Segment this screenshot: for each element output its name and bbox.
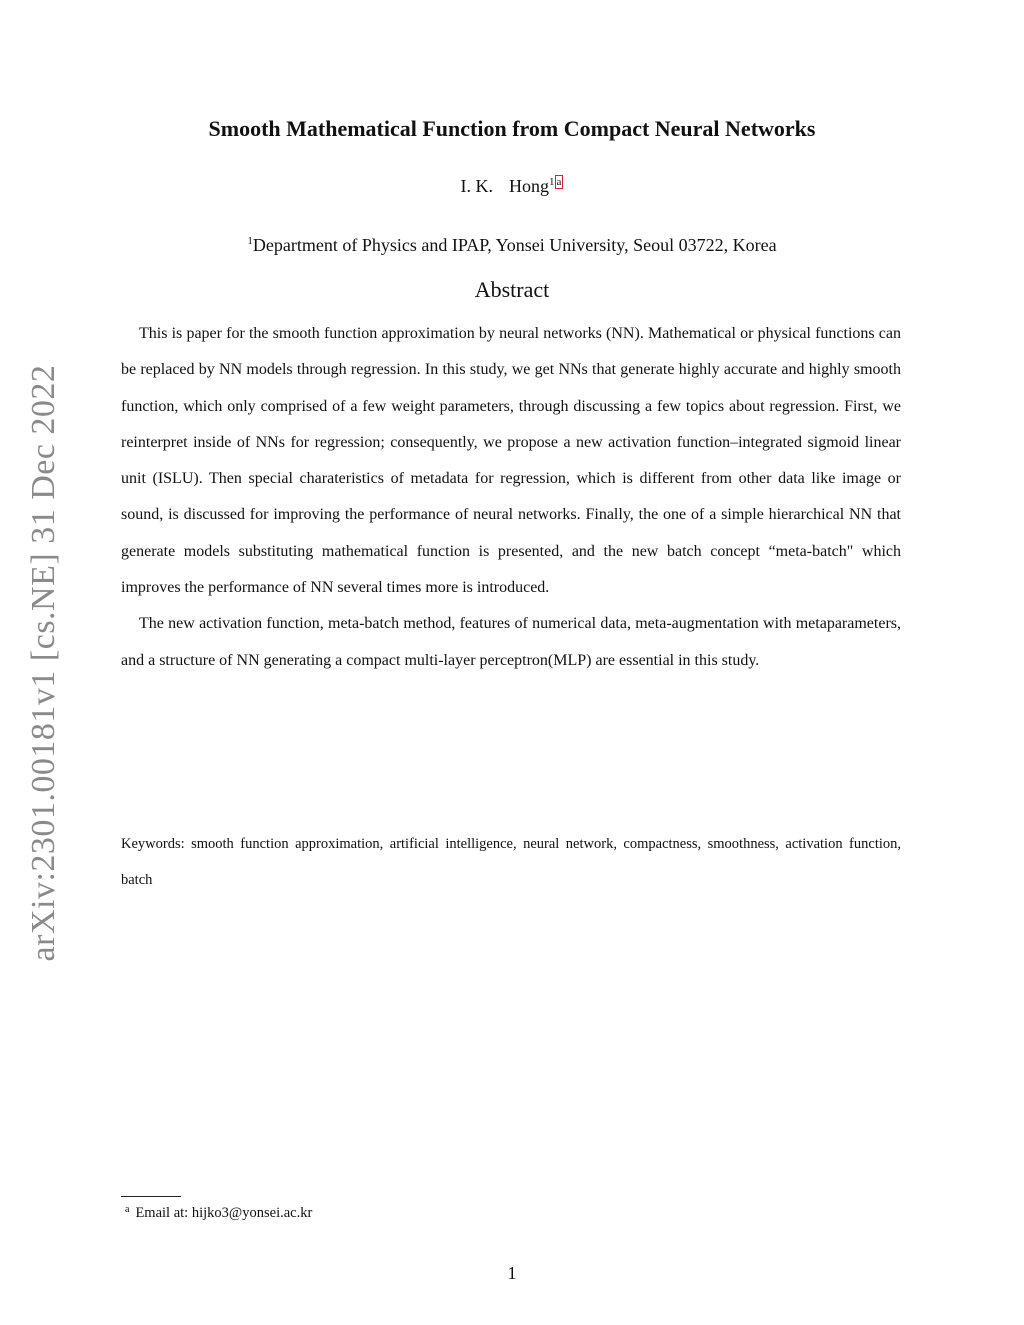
abstract-paragraph: The new activation function, meta-batch method, features of numerical data, meta-augmentation with metaparameters, and a structure of NN generating a compact multi-layer perceptron(MLP) are essential in this study. <box>121 615 901 669</box>
author-initials: I. K. <box>460 176 494 196</box>
affiliation-text: Department of Physics and IPAP, Yonsei University, Seoul 03722, Korea <box>252 235 777 255</box>
footnote-text: Email at: hijko3@yonsei.ac.kr <box>135 1205 313 1221</box>
author-line <box>0 175 1024 197</box>
footnote-mark: a <box>125 1204 130 1215</box>
abstract-paragraph: This is paper for the smooth function approximation by neural networks (NN). Mathematical or physical functions can be replaced by NN models through regression. In this study, we get NNs that generate highly accurate and highly smooth function, which only comprised of a few weight parameters, through discussing a few topics about regression. First, we reinterpret inside of NNs for regression; consequently, we propose a new activation function–integrated sigmoid linear unit (ISLU). Then special charateristics of metadata for regression, which is different from other data like image or sound, is discussed for improving the performance of neural networks. Finally, the one of a simple hierarchical NN that generate models substituting mathematical function is presented, and the new batch concept “meta-batch" which improves the performance of NN several times more is introduced. <box>121 325 901 597</box>
author-affiliation-mark: 1 <box>549 176 555 188</box>
keywords: Keywords: smooth function approximation, artificial intelligence, neural network, compactness, smoothness, activation function, batch <box>121 836 901 888</box>
abstract-body <box>121 316 901 679</box>
arxiv-side-stamp: arXiv:2301.00181v1 [cs.NE] 31 Dec 2022 <box>25 364 62 962</box>
paper-title: Smooth Mathematical Function from Compact Neural Networks <box>208 116 816 141</box>
page-number: 1 <box>507 1263 517 1283</box>
author-footnote-link[interactable]: a <box>556 176 562 188</box>
abstract-heading: Abstract <box>474 277 550 302</box>
author-surname: Hong <box>509 176 550 196</box>
affiliation <box>0 235 1024 256</box>
footnote <box>125 1205 312 1222</box>
footnote-divider <box>121 1196 181 1197</box>
affiliation-mark: 1 <box>247 235 253 247</box>
